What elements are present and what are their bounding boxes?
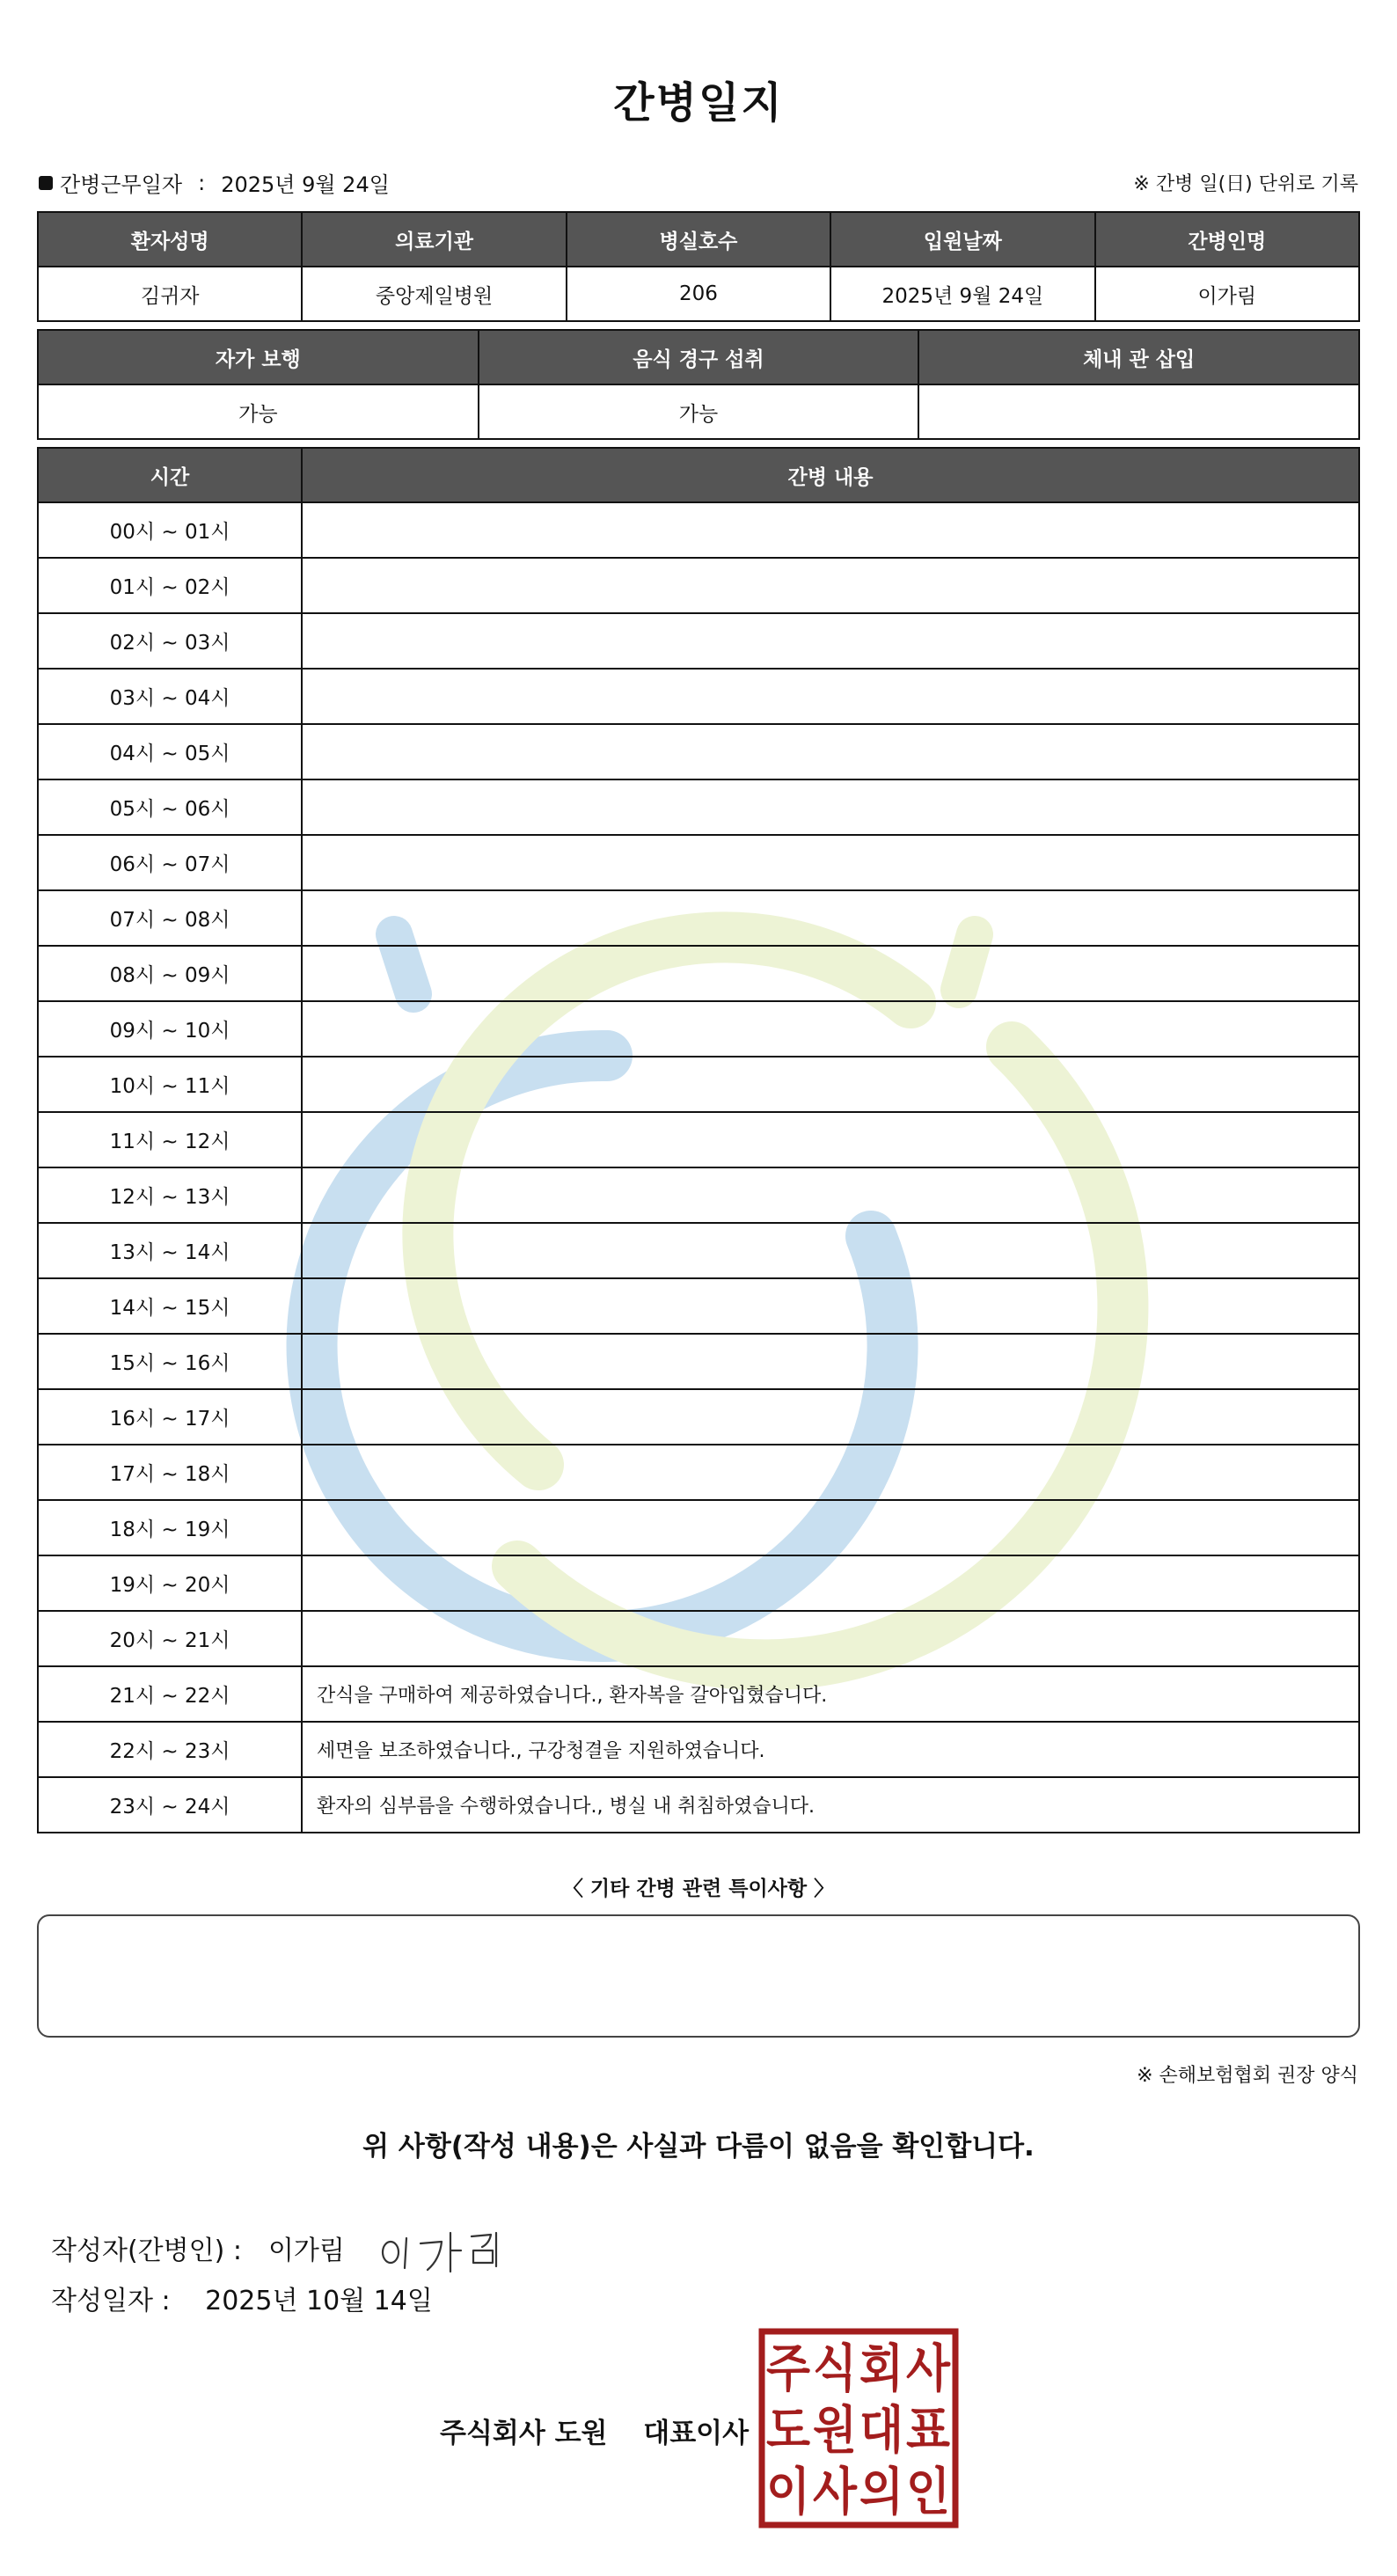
company-seal-stamp bbox=[758, 2328, 959, 2528]
log-time-cell: 19시 ~ 20시 bbox=[38, 1555, 302, 1611]
oral-intake-value: 가능 bbox=[479, 384, 919, 439]
source-note: ※ 손해보험협회 권장 양식 bbox=[1137, 2065, 1358, 2087]
log-content-cell bbox=[302, 946, 1359, 1001]
table-row bbox=[38, 835, 1359, 890]
log-content-cell bbox=[302, 1611, 1359, 1666]
log-time-cell: 12시 ~ 13시 bbox=[38, 1167, 302, 1223]
log-time-cell: 18시 ~ 19시 bbox=[38, 1500, 302, 1555]
log-time-cell: 00시 ~ 01시 bbox=[38, 502, 302, 558]
table-row bbox=[38, 1555, 1359, 1611]
table-row bbox=[38, 1334, 1359, 1389]
table-row bbox=[38, 1057, 1359, 1112]
log-content-cell bbox=[302, 1334, 1359, 1389]
log-content-cell bbox=[302, 1278, 1359, 1334]
log-content-cell bbox=[302, 502, 1359, 558]
write-date-value: 2025년 10월 14일 bbox=[205, 2286, 433, 2316]
log-content-cell bbox=[302, 724, 1359, 779]
log-content-cell: 간식을 구매하여 제공하였습니다., 환자복을 갈아입혔습니다. bbox=[302, 1666, 1359, 1722]
table-row bbox=[38, 1777, 1359, 1833]
header-hospital: 의료기관 bbox=[302, 212, 566, 267]
log-content-cell bbox=[302, 613, 1359, 669]
seal-character: 회 bbox=[859, 2338, 903, 2398]
walking-value: 가능 bbox=[38, 384, 479, 439]
header-oral-intake: 음식 경구 섭취 bbox=[479, 330, 919, 384]
table-row bbox=[38, 669, 1359, 724]
table-row bbox=[38, 558, 1359, 613]
log-content-cell bbox=[302, 1555, 1359, 1611]
log-time-cell: 06시 ~ 07시 bbox=[38, 835, 302, 890]
seal-character: 이 bbox=[766, 2462, 810, 2521]
status-header-row bbox=[38, 330, 1359, 384]
log-time-cell: 10시 ~ 11시 bbox=[38, 1057, 302, 1112]
table-row bbox=[38, 1722, 1359, 1777]
writer-name: 이가림 bbox=[267, 2236, 345, 2266]
table-row bbox=[38, 779, 1359, 835]
log-body bbox=[38, 502, 1359, 1833]
representative-title: 대표이사 bbox=[643, 2418, 750, 2449]
log-content-cell: 환자의 심부름을 수행하였습니다., 병실 내 취침하였습니다. bbox=[302, 1777, 1359, 1833]
log-content-cell bbox=[302, 1389, 1359, 1445]
seal-character: 원 bbox=[813, 2400, 857, 2460]
seal-character: 주 bbox=[766, 2338, 810, 2398]
tube-insertion-value bbox=[918, 384, 1359, 439]
header-patient-name: 환자성명 bbox=[38, 212, 302, 267]
work-date-value: 2025년 9월 24일 bbox=[221, 172, 390, 197]
log-time-cell: 01시 ~ 02시 bbox=[38, 558, 302, 613]
table-row bbox=[38, 1389, 1359, 1445]
hourly-care-log-table bbox=[37, 447, 1360, 1833]
table-row bbox=[38, 1500, 1359, 1555]
table-row bbox=[38, 1112, 1359, 1167]
patient-header-row bbox=[38, 212, 1359, 267]
seal-character: 도 bbox=[766, 2400, 810, 2460]
notes-title: 〈 기타 간병 관련 특이사항 〉 bbox=[562, 1877, 835, 1900]
write-date-label: 작성일자 : bbox=[51, 2286, 171, 2316]
table-row bbox=[38, 1611, 1359, 1666]
seal-character: 의 bbox=[859, 2462, 903, 2521]
admission-date-value: 2025년 9월 24일 bbox=[830, 267, 1094, 321]
log-time-cell: 11시 ~ 12시 bbox=[38, 1112, 302, 1167]
log-time-cell: 04시 ~ 05시 bbox=[38, 724, 302, 779]
writer-label: 작성자(간병인) : bbox=[51, 2236, 242, 2266]
log-content-cell bbox=[302, 890, 1359, 946]
table-row bbox=[38, 1445, 1359, 1500]
log-time-cell: 14시 ~ 15시 bbox=[38, 1278, 302, 1334]
table-row bbox=[38, 1167, 1359, 1223]
log-time-cell: 03시 ~ 04시 bbox=[38, 669, 302, 724]
log-time-cell: 22시 ~ 23시 bbox=[38, 1722, 302, 1777]
log-content-cell bbox=[302, 779, 1359, 835]
log-content-cell bbox=[302, 1001, 1359, 1057]
log-time-cell: 02시 ~ 03시 bbox=[38, 613, 302, 669]
log-content-cell bbox=[302, 1167, 1359, 1223]
patient-status-table bbox=[37, 329, 1360, 440]
table-row bbox=[38, 1001, 1359, 1057]
seal-character: 인 bbox=[906, 2462, 950, 2521]
page-title: 간병일지 bbox=[613, 78, 784, 128]
seal-character: 사 bbox=[813, 2462, 858, 2521]
log-time-cell: 05시 ~ 06시 bbox=[38, 779, 302, 835]
patient-info-table bbox=[37, 211, 1360, 322]
log-time-cell: 21시 ~ 22시 bbox=[38, 1666, 302, 1722]
confirmation-statement: 위 사항(작성 내용)은 사실과 다름이 없음을 확인합니다. bbox=[362, 2131, 1035, 2163]
log-time-cell: 16시 ~ 17시 bbox=[38, 1389, 302, 1445]
hospital-value: 중앙제일병원 bbox=[302, 267, 566, 321]
patient-name-value: 김귀자 bbox=[38, 267, 302, 321]
company-line bbox=[440, 2411, 749, 2450]
header-walking: 자가 보행 bbox=[38, 330, 479, 384]
log-content-cell bbox=[302, 1057, 1359, 1112]
handwritten-signature bbox=[377, 2217, 517, 2279]
header-caregiver-name: 간병인명 bbox=[1095, 212, 1359, 267]
log-time-cell: 23시 ~ 24시 bbox=[38, 1777, 302, 1833]
log-content-cell bbox=[302, 835, 1359, 890]
room-value: 206 bbox=[567, 267, 830, 321]
log-header-row bbox=[38, 448, 1359, 502]
header-room: 병실호수 bbox=[567, 212, 830, 267]
header-tube-insertion: 체내 관 삽입 bbox=[918, 330, 1359, 384]
company-name: 주식회사 도원 bbox=[440, 2418, 608, 2449]
table-row bbox=[38, 890, 1359, 946]
log-time-cell: 15시 ~ 16시 bbox=[38, 1334, 302, 1389]
work-date-line bbox=[39, 167, 390, 198]
log-content-cell: 세면을 보조하였습니다., 구강청결을 지원하였습니다. bbox=[302, 1722, 1359, 1777]
header-time: 시간 bbox=[38, 448, 302, 502]
seal-character: 대 bbox=[859, 2400, 903, 2460]
work-date-label: 간병근무일자 bbox=[60, 172, 183, 197]
table-row bbox=[38, 1223, 1359, 1278]
bullet-square-icon bbox=[39, 176, 53, 190]
log-time-cell: 08시 ~ 09시 bbox=[38, 946, 302, 1001]
table-row bbox=[38, 1666, 1359, 1722]
record-unit-note: ※ 간병 일(日) 단위로 기록 bbox=[1133, 173, 1358, 195]
work-date-separator: : bbox=[198, 170, 206, 195]
log-time-cell: 07시 ~ 08시 bbox=[38, 890, 302, 946]
writer-line bbox=[51, 2217, 517, 2279]
log-time-cell: 13시 ~ 14시 bbox=[38, 1223, 302, 1278]
log-time-cell: 17시 ~ 18시 bbox=[38, 1445, 302, 1500]
seal-character: 식 bbox=[813, 2338, 857, 2398]
patient-value-row bbox=[38, 267, 1359, 321]
table-row bbox=[38, 1278, 1359, 1334]
write-date-line bbox=[51, 2279, 433, 2317]
log-content-cell bbox=[302, 669, 1359, 724]
table-row bbox=[38, 946, 1359, 1001]
caregiver-name-value: 이가림 bbox=[1095, 267, 1359, 321]
table-row bbox=[38, 613, 1359, 669]
log-content-cell bbox=[302, 1500, 1359, 1555]
status-value-row bbox=[38, 384, 1359, 439]
header-admission-date: 입원날짜 bbox=[830, 212, 1094, 267]
header-care-content: 간병 내용 bbox=[302, 448, 1359, 502]
log-content-cell bbox=[302, 1445, 1359, 1500]
log-content-cell bbox=[302, 558, 1359, 613]
seal-character: 표 bbox=[906, 2400, 950, 2460]
log-content-cell bbox=[302, 1112, 1359, 1167]
log-content-cell bbox=[302, 1223, 1359, 1278]
table-row bbox=[38, 502, 1359, 558]
log-time-cell: 20시 ~ 21시 bbox=[38, 1611, 302, 1666]
log-time-cell: 09시 ~ 10시 bbox=[38, 1001, 302, 1057]
seal-character: 사 bbox=[906, 2338, 951, 2398]
notes-box bbox=[37, 1914, 1360, 2038]
table-row bbox=[38, 724, 1359, 779]
